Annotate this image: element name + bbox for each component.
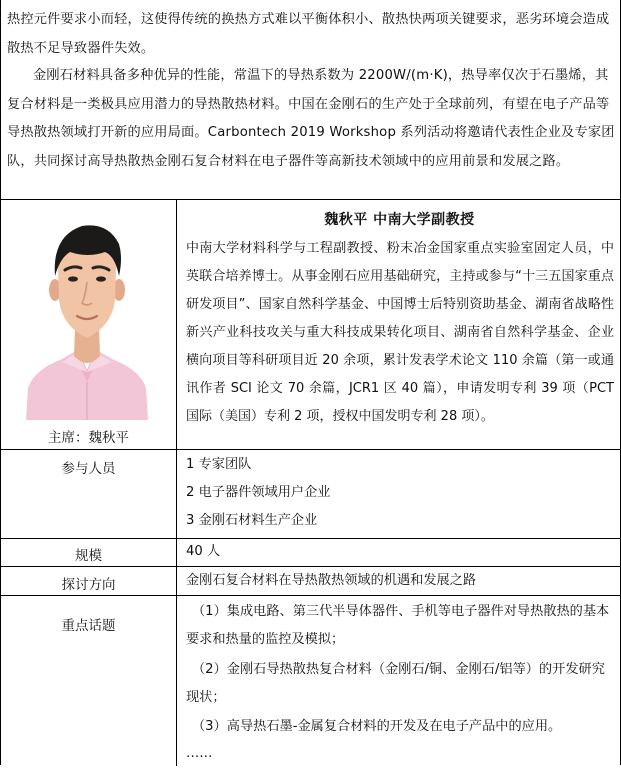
row-divider	[1, 449, 621, 450]
row-divider	[1, 595, 621, 596]
direction-value: 金刚石复合材料在导热散热领域的机遇和发展之路	[186, 573, 477, 588]
intro-paragraph-2: 金刚石材料具备多种优异的性能，常温下的导热系数为 2200W/(m·K)，热导率仅次于石墨烯，其复合材料是一类极具应用潜力的导热散热材料。中国在金刚石的生产处于全球前列，有望在电子产品等导热散热领域打开新的应用局面。Carbontech 2019 Workshop 系列活动将邀请代表性企业及专家团队，共同探讨高导热散热金刚石复合材料在电子器件等高新技术领域中的应用前景和发展之路。	[7, 68, 615, 169]
intro-paragraph-1: 热控元件要求小而轻，这使得传统的换热方式难以平衡体积小、散热快两项关键要求，恶劣环境会造成散热不足导致器件失效。	[7, 12, 610, 56]
topics-ellipsis: ……	[186, 746, 213, 761]
info-table	[0, 199, 621, 765]
topics-label: 重点话题	[61, 618, 116, 634]
topic-item: （1）集成电路、第三代半导体器件、手机等电子器件对导热散热的基本要求和热量的监控及模拟；	[186, 604, 610, 647]
topic-item: （3）高导热石墨-金属复合材料的开发及在电子产品中的应用。	[192, 719, 562, 734]
participant-item: 1 专家团队	[186, 457, 252, 472]
participants-label: 参与人员	[61, 461, 116, 477]
intro-section	[0, 0, 621, 200]
chair-bio: 中南大学材料科学与工程副教授、粉末冶金国家重点实验室固定人员，中英联合培养博士。从事金刚石应用基础研究，主持或参与“十三五国家重点研发项目”、国家自然科学基金、中国博士后特别资助基金、湖南省战略性新兴产业科技攻关与重大科技成果转化项目、湖南省自然科学基金、企业横向项目等科研项目近 20 余项，累计发表学术论文 110 余篇（第一或通讯作者 SCI 论文 70 余篇，JCR1 区 40 篇），申请发明专利 39 项（PCT 国际（美国）专利 2 项，授权中国发明专利 28 项）。	[186, 241, 614, 424]
chair-title: 魏秋平 中南大学副教授	[324, 212, 475, 228]
chair-caption: 主席：魏秋平	[48, 430, 129, 446]
column-divider	[176, 200, 177, 766]
scale-label: 规模	[75, 548, 102, 564]
participant-item: 2 电子器件领域用户企业	[186, 485, 331, 500]
scale-value: 40 人	[186, 544, 221, 559]
topic-item: （2）金刚石导热散热复合材料（金刚石/铜、金刚石/铝等）的开发研究现状；	[186, 662, 605, 705]
direction-label: 探讨方向	[61, 577, 116, 593]
chair-photo	[22, 210, 152, 420]
participant-item: 3 金刚石材料生产企业	[186, 513, 318, 528]
